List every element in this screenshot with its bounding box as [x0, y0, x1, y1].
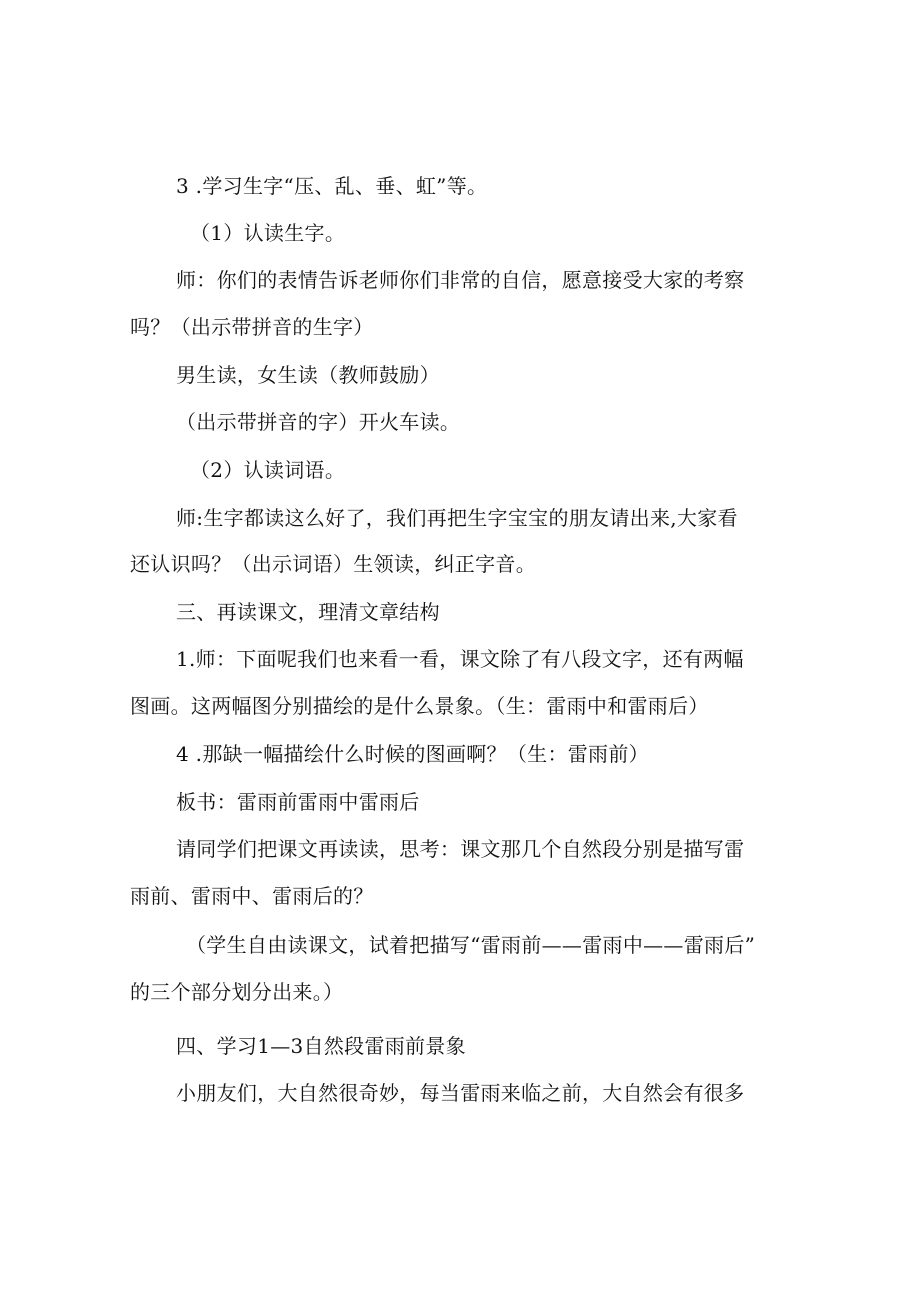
paragraph-line: （出示带拼音的字）开火车读。 — [176, 410, 461, 434]
paragraph-line: 还认识吗？（出示词语）生领读，纠正字音。 — [130, 552, 536, 576]
paragraph-line: 的三个部分划分出来。） — [130, 980, 344, 1004]
paragraph-line: （2）认读词语。 — [190, 458, 346, 482]
paragraph-line: 板书：雷雨前雷雨中雷雨后 — [176, 790, 420, 814]
paragraph-line: 雨前、雷雨中、雷雨后的？ — [130, 884, 374, 908]
paragraph-line: 男生读，女生读（教师鼓励） — [176, 363, 440, 387]
section-heading: 三、再读课文，理清文章结构 — [176, 600, 440, 624]
paragraph-line: （学生自由读课文，试着把描写“雷雨前——雷雨中——雷雨后” — [186, 933, 756, 957]
paragraph-line: 图画。这两幅图分别描绘的是什么景象。（生：雷雨中和雷雨后） — [130, 694, 709, 718]
paragraph-line: 请同学们把课文再读读，思考：课文那几个自然段分别是描写雷 — [176, 837, 745, 861]
paragraph-line: 1.师：下面呢我们也来看一看，课文除了有八段文字，还有两幅 — [176, 647, 744, 671]
paragraph-line: 4 .那缺一幅描绘什么时候的图画啊？（生：雷雨前） — [176, 742, 649, 766]
paragraph-line: 小朋友们，大自然很奇妙，每当雷雨来临之前，大自然会有很多 — [176, 1081, 745, 1105]
section-heading: 四、学习1—3自然段雷雨前景象 — [176, 1034, 466, 1058]
paragraph-line: 3 .学习生字“压、乱、垂、虹”等。 — [176, 174, 488, 198]
paragraph-line: 师：你们的表情告诉老师你们非常的自信，愿意接受大家的考察 — [176, 268, 745, 292]
paragraph-line: （1）认读生字。 — [190, 221, 346, 245]
paragraph-line: 吗？（出示带拼音的生字） — [130, 315, 374, 339]
paragraph-line: 师:生字都读这么好了，我们再把生字宝宝的朋友请出来,大家看 — [176, 506, 738, 530]
